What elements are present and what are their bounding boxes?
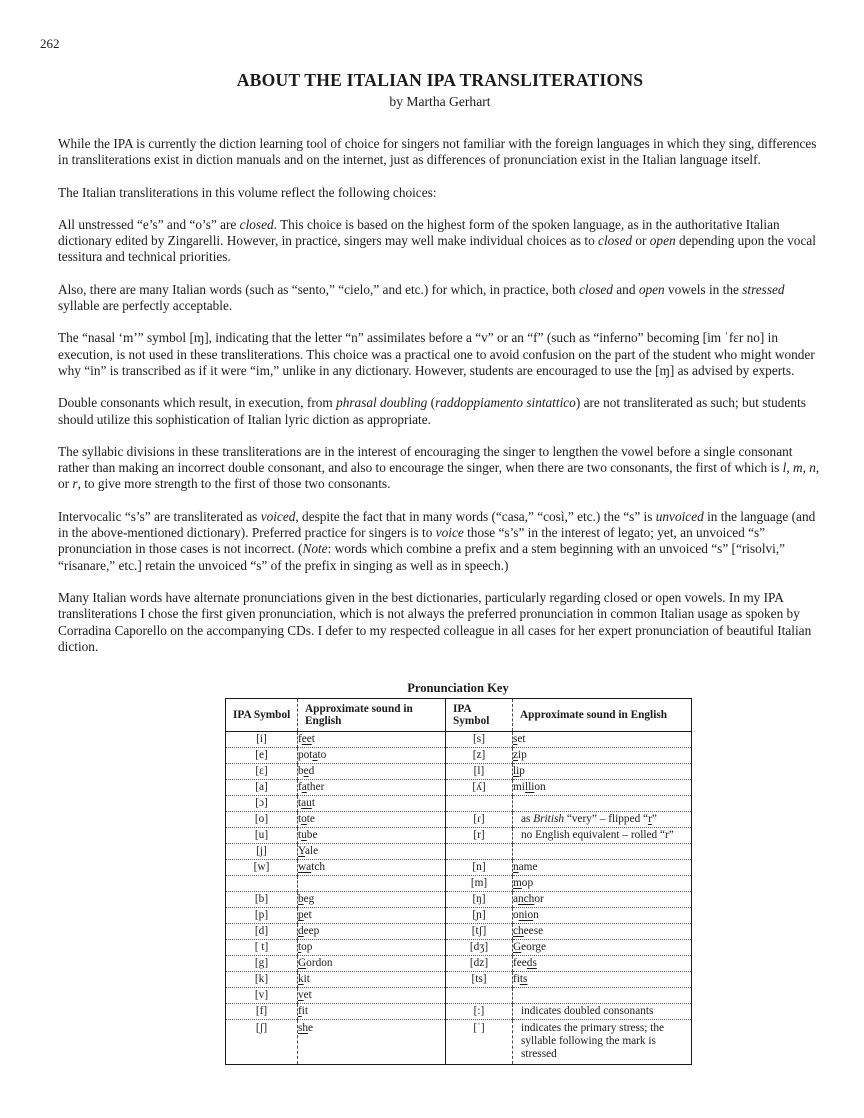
english-sound-cell — [513, 908, 692, 924]
italic-text: stressed — [742, 281, 785, 297]
text-run: or — [534, 893, 544, 906]
italic-text: open — [649, 233, 676, 249]
english-sound-cell — [513, 812, 692, 828]
italic-text: voice — [435, 525, 464, 541]
text-run: ” — [651, 813, 657, 826]
italic-text: closed — [578, 281, 613, 297]
table-header-row — [226, 699, 692, 732]
english-sound-cell — [513, 892, 692, 908]
ipa-symbol-cell: [p] — [226, 908, 298, 924]
ipa-symbol-cell: [r] — [446, 828, 513, 844]
text-run: ale — [305, 845, 319, 858]
text-run: The syllabic divisions in these transliterations are in the interest of encouraging the singer to lengthen the vowel before a single consonant rather than making an incorrect double consonant, and also to encourage the singer, when there are two consonants, the first of which is — [58, 443, 793, 476]
english-sound-cell — [513, 828, 692, 844]
ipa-symbol-cell: [e] — [226, 748, 298, 764]
table-row-5 — [226, 796, 692, 812]
ipa-symbol-cell: [ˈ] — [446, 1020, 513, 1065]
text-run: indicates doubled consonants — [521, 1005, 654, 1018]
text-run: tch — [311, 861, 325, 874]
ipa-symbol-cell: [b] — [226, 892, 298, 908]
ipa-symbol-cell: [dz] — [446, 956, 513, 972]
underlined-text: nch — [518, 893, 535, 906]
underlined-text: nio — [518, 909, 534, 922]
text-run: op — [301, 941, 313, 954]
text-run: b — [298, 765, 304, 778]
ipa-symbol-cell: [o] — [226, 812, 298, 828]
text-run: t — [311, 797, 315, 810]
italic-text: British — [533, 813, 565, 826]
text-run: fi — [513, 973, 520, 986]
column-header-4: Approximate sound in English — [513, 699, 692, 732]
english-sound-cell — [513, 748, 692, 764]
table-row-8 — [226, 844, 692, 860]
english-sound-cell — [513, 1020, 692, 1065]
text-run: ordon — [306, 957, 333, 970]
ipa-symbol-cell: [l] — [446, 764, 513, 780]
text-run: or — [632, 233, 650, 249]
underlined-text: t — [298, 941, 302, 954]
text-run: . This choice is based on the highest form of the spoken language, as in the authoritative Italian dictionary edited by Zingarelli. However, in practice, singers may well make individual choices as to — [58, 216, 780, 249]
ipa-symbol-cell: [k] — [226, 972, 298, 988]
italic-text: closed — [239, 216, 274, 232]
english-sound-cell — [298, 988, 446, 1004]
paragraph-6 — [58, 395, 822, 428]
text-run: Many Italian words have alternate pronunciations given in the best dictionaries, particularly regarding closed or open vowels. In my IPA transliterations I chose the first given pronunciation, which is not always the preferred pronunciation in common Italian usage as spoken by Corradina Caporello on the accompanying CDs. I defer to my respected colleague in all cases for her expert pronunciation of beautiful Italian diction. — [58, 589, 812, 654]
english-sound-cell — [298, 828, 446, 844]
text-run: eorge — [521, 941, 547, 954]
text-run: Intervocalic “s’s” are transliterated as — [58, 508, 261, 524]
ipa-symbol-cell — [446, 988, 513, 1004]
table-row-7 — [226, 828, 692, 844]
text-run: f — [298, 781, 302, 794]
english-sound-cell — [513, 844, 692, 860]
pronunciation-key-section — [225, 681, 691, 1065]
english-sound-cell — [513, 1004, 692, 1020]
column-header-3: IPA Symbol — [446, 699, 513, 732]
table-row-4 — [226, 780, 692, 796]
ipa-symbol-cell — [226, 876, 298, 892]
underlined-text: m — [513, 877, 522, 890]
underlined-text: r — [648, 813, 652, 826]
text-run: in the language (and in the above-mentioned dictionary). Preferred practice for singers is to — [58, 508, 816, 541]
english-sound-cell — [298, 908, 446, 924]
ipa-symbol-cell: [ t] — [226, 940, 298, 956]
text-run: While the IPA is currently the diction learning tool of choice for singers not familiar with the foreign languages in which they sing, differences in transliterations exist in diction manuals and on the internet, just as differences of pronunciation exist in the Italian language itself. — [58, 136, 817, 168]
ipa-symbol-cell: [ɾ] — [446, 812, 513, 828]
english-sound-cell — [513, 780, 692, 796]
ipa-symbol-cell: [g] — [226, 956, 298, 972]
underlined-text: lli — [524, 781, 535, 794]
english-sound-cell — [298, 1020, 446, 1065]
underlined-text: sh — [298, 1022, 309, 1035]
underlined-text: ch — [513, 925, 524, 938]
ipa-symbol-cell: [tʃ] — [446, 924, 513, 940]
paragraph-1 — [58, 136, 822, 169]
text-run: t — [298, 813, 302, 826]
text-run: vowels in the — [664, 281, 743, 297]
ipa-symbol-cell: [s] — [446, 732, 513, 748]
underlined-text: p — [298, 909, 304, 922]
english-sound-cell — [298, 812, 446, 828]
italic-text: open — [638, 281, 665, 297]
pronunciation-key-table — [225, 698, 692, 1065]
ipa-symbol-cell: [d] — [226, 924, 298, 940]
table-row-12 — [226, 908, 692, 924]
english-sound-cell — [513, 860, 692, 876]
english-sound-cell — [298, 876, 446, 892]
table-row-14 — [226, 940, 692, 956]
text-run: n — [533, 909, 539, 922]
text-run: e — [308, 1022, 314, 1035]
ipa-symbol-cell: [ʎ] — [446, 780, 513, 796]
english-sound-cell — [298, 892, 446, 908]
text-run: op — [521, 877, 534, 890]
ipa-symbol-cell: [u] — [226, 828, 298, 844]
table-row-18 — [226, 1004, 692, 1020]
text-run: et — [303, 989, 312, 1002]
table-title: Pronunciation Key — [407, 681, 509, 696]
italic-text: phrasal doubling — [336, 395, 428, 411]
italic-text: closed — [598, 233, 633, 249]
ipa-symbol-cell: [n] — [446, 860, 513, 876]
underlined-text: G — [513, 941, 522, 954]
text-run: The Italian transliterations in this volume reflect the following choices: — [58, 184, 437, 200]
underlined-text: k — [298, 973, 304, 986]
ipa-symbol-cell — [446, 796, 513, 812]
body-text — [58, 136, 822, 655]
underlined-text: ts — [519, 973, 528, 986]
underlined-text: ee — [301, 733, 312, 746]
text-run: depending upon the vocal tessitura and technical priorities. — [58, 233, 816, 265]
english-sound-cell — [513, 924, 692, 940]
underlined-text: f — [298, 1005, 302, 1018]
ipa-symbol-cell: [a] — [226, 780, 298, 796]
table-row-19 — [226, 1020, 692, 1065]
ipa-symbol-cell: [ɛ] — [226, 764, 298, 780]
text-run: as — [521, 813, 534, 826]
english-sound-cell — [513, 940, 692, 956]
ipa-symbol-cell: [m] — [446, 876, 513, 892]
text-run: The “nasal ‘m’” symbol [ɱ], indicating that the letter “n” assimilates before a “v” or an “f” (such as “inferno” becoming [im ˈfɛr no] in execution, is not used in these transliterations. This choice was a practical one to avoid confusion on the part of the student who might wonder why “in” is transcribed as if it were “im,” unlike in any dictionary. However, students are encouraged to use the [ɱ] as advised by experts. — [58, 330, 815, 378]
ipa-symbol-cell: [i] — [226, 732, 298, 748]
underlined-text: z — [513, 749, 519, 762]
text-run: a — [513, 893, 519, 906]
text-run: on — [534, 781, 546, 794]
english-sound-cell — [298, 940, 446, 956]
text-run: mi — [513, 781, 525, 794]
text-run: Also, there are many Italian words (such as “sento,” “cielo,” and etc.) for which, in practice, both — [58, 281, 579, 297]
english-sound-cell — [298, 748, 446, 764]
english-sound-cell — [298, 924, 446, 940]
ipa-symbol-cell: [v] — [226, 988, 298, 1004]
text-run: it — [301, 1005, 309, 1018]
text-run: t — [298, 829, 302, 842]
ipa-symbol-cell: [dʒ] — [446, 940, 513, 956]
paragraph-4 — [58, 282, 822, 315]
english-sound-cell — [298, 972, 446, 988]
italic-text: Note — [302, 541, 328, 557]
english-sound-cell — [298, 844, 446, 860]
ipa-symbol-cell: [ŋ] — [446, 892, 513, 908]
text-run: ame — [518, 861, 538, 874]
table-row-2 — [226, 748, 692, 764]
text-run: pot — [298, 749, 313, 762]
column-header-2: Approximate sound in English — [298, 699, 446, 732]
underlined-text: o — [301, 813, 307, 826]
text-run: All unstressed “e’s” and “o’s” are — [58, 216, 240, 232]
text-run: Double consonants which result, in execution, from — [58, 395, 337, 411]
underlined-text: wa — [298, 861, 312, 874]
text-run: be — [306, 829, 318, 842]
table-row-13 — [226, 924, 692, 940]
italic-text: raddoppiamento sintattico — [435, 395, 576, 411]
text-run: ( — [427, 395, 436, 411]
text-run: no English equivalent – rolled “r” — [521, 829, 674, 842]
english-sound-cell — [513, 764, 692, 780]
text-run: “very” – flipped “ — [564, 813, 649, 826]
paragraph-7 — [58, 444, 822, 493]
byline: by Martha Gerhart — [389, 94, 491, 109]
table-row-9 — [226, 860, 692, 876]
english-sound-cell — [298, 796, 446, 812]
ipa-symbol-cell: [ʃ] — [226, 1020, 298, 1065]
english-sound-cell — [513, 988, 692, 1004]
underlined-text: ds — [526, 957, 537, 970]
english-sound-cell — [513, 972, 692, 988]
english-sound-cell — [298, 1004, 446, 1020]
text-run: ip — [518, 749, 527, 762]
text-run: fee — [513, 957, 527, 970]
english-sound-cell — [513, 956, 692, 972]
underlined-text: a — [312, 749, 318, 762]
underlined-text: s — [513, 733, 518, 746]
text-run: o — [513, 909, 519, 922]
text-run: , or — [58, 460, 820, 492]
text-run: eep — [303, 925, 320, 938]
text-run: et — [303, 909, 312, 922]
text-run: , despite the fact that in many words (“casa,” “così,” etc.) the “s” is — [295, 508, 656, 524]
text-run: eg — [303, 893, 315, 906]
underlined-text: G — [298, 957, 307, 970]
text-run: indicates the primary stress; the syllable following the mark is stressed — [521, 1022, 665, 1061]
ipa-symbol-cell: [:] — [446, 1004, 513, 1020]
ipa-symbol-cell: [ɔ] — [226, 796, 298, 812]
paragraph-3 — [58, 217, 822, 266]
italic-text: l, m, n — [782, 460, 816, 476]
text-run: f — [298, 733, 302, 746]
ipa-symbol-cell — [446, 844, 513, 860]
page-title: ABOUT THE ITALIAN IPA TRANSLITERATIONS — [236, 70, 644, 90]
text-run: t — [298, 797, 302, 810]
paragraph-5 — [58, 330, 822, 379]
underlined-text: e — [303, 765, 309, 778]
text-run: ) are not transliterated as such; but students should utilize this sophistication of Italian lyric diction as appropriate. — [58, 395, 806, 427]
ipa-symbol-cell: [ts] — [446, 972, 513, 988]
paragraph-2 — [58, 185, 822, 201]
table-row-15 — [226, 956, 692, 972]
page-number: 262 — [40, 36, 60, 51]
underlined-text: Y — [298, 845, 306, 858]
ipa-symbol-cell: [f] — [226, 1004, 298, 1020]
table-row-1 — [226, 732, 692, 748]
table-row-11 — [226, 892, 692, 908]
table-row-10 — [226, 876, 692, 892]
text-run: eese — [523, 925, 544, 938]
underlined-text: b — [298, 893, 304, 906]
english-sound-cell — [298, 732, 446, 748]
underlined-text: u — [301, 829, 307, 842]
table-row-6 — [226, 812, 692, 828]
italic-text: r — [72, 476, 78, 492]
italic-text: voiced — [260, 508, 296, 524]
english-sound-cell — [298, 860, 446, 876]
table-row-17 — [226, 988, 692, 1004]
underlined-text: a — [301, 781, 307, 794]
english-sound-cell — [513, 796, 692, 812]
ipa-symbol-cell: [ɲ] — [446, 908, 513, 924]
text-run: it — [303, 973, 310, 986]
underlined-text: au — [301, 797, 312, 810]
text-run: p — [519, 765, 525, 778]
text-run: et — [517, 733, 526, 746]
ipa-symbol-cell: [w] — [226, 860, 298, 876]
ipa-symbol-cell: [z] — [446, 748, 513, 764]
underlined-text: v — [298, 989, 304, 1002]
text-run: d — [308, 765, 315, 778]
english-sound-cell — [298, 956, 446, 972]
underlined-text: li — [513, 765, 520, 778]
text-run: syllable are perfectly acceptable. — [58, 298, 233, 314]
text-run: t — [311, 733, 315, 746]
table-row-3 — [226, 764, 692, 780]
english-sound-cell — [298, 764, 446, 780]
table-row-16 — [226, 972, 692, 988]
text-run: : words which combine a prefix and a stem beginning with an unvoiced “s” [“risolvi,” “risanare,” etc.] retain the unvoiced “s” of the prefix in singing as well as in speech.) — [58, 541, 786, 573]
paragraph-8 — [58, 509, 822, 574]
text-run: , to give more strength to the first of those two consonants. — [77, 476, 391, 492]
english-sound-cell — [513, 876, 692, 892]
text-run: to — [317, 749, 327, 762]
english-sound-cell — [298, 780, 446, 796]
text-run: ther — [306, 781, 325, 794]
ipa-symbol-cell: [j] — [226, 844, 298, 860]
underlined-text: n — [513, 861, 519, 874]
text-run: those “s’s” in the interest of legato; yet, an unvoiced “s” pronunciation in those cases is not incorrect. ( — [58, 525, 766, 557]
text-run: and — [612, 281, 639, 297]
italic-text: unvoiced — [655, 508, 704, 524]
column-header-1: IPA Symbol — [226, 699, 298, 732]
paragraph-9 — [58, 590, 822, 655]
underlined-text: d — [298, 925, 304, 938]
text-run: te — [306, 813, 315, 826]
english-sound-cell — [513, 732, 692, 748]
